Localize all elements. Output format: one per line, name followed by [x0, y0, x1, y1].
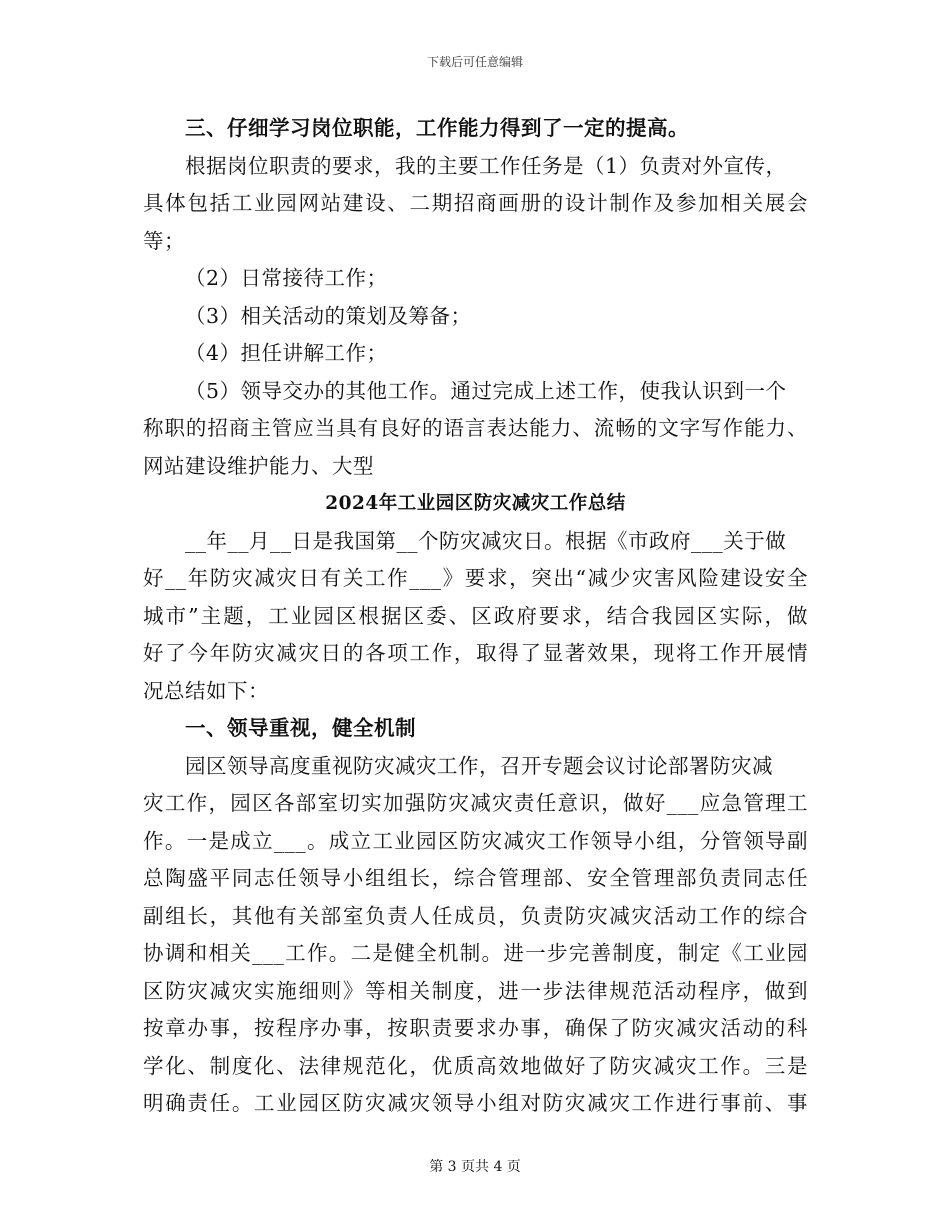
list-item: （5）领导交办的其他工作。通过完成上述工作，使我认识到一个 — [185, 378, 787, 403]
paragraph-line: 况总结如下： — [143, 678, 269, 703]
paragraph-line: 园区领导高度重视防灾减灾工作，召开专题会议讨论部署防灾减 — [185, 753, 773, 778]
paragraph-line: 具体包括工业园网站建设、二期招商画册的设计制作及参加相关展会 — [143, 191, 808, 215]
paragraph-line: 明确责任。工业园区防灾减灾领导小组对防灾减灾工作进行事前、事 — [143, 1091, 808, 1115]
list-item: （3）相关活动的策划及筹备； — [185, 303, 472, 328]
paragraph-line: 根据岗位职责的要求，我的主要工作任务是（1）负责对外宣传， — [185, 153, 787, 178]
header-note: 下载后可任意编辑 — [426, 55, 523, 69]
paragraph-line: 副组长，其他有关部室负责人任成员，负责防灾减灾活动工作的综合 — [143, 903, 808, 928]
paragraph-line: 好__年防灾减灾日有关工作___》要求，突出“减少灾害风险建设安全 — [143, 566, 808, 590]
paragraph-line: 称职的招商主管应当具有良好的语言表达能力、流畅的文字写作能力、 — [143, 416, 808, 440]
paragraph-line: 好了今年防灾减灾日的各项工作，取得了显著效果，现将工作开展情 — [143, 641, 808, 665]
paragraph-line: 城市”主题，工业园区根据区委、区政府要求，结合我园区实际，做 — [143, 603, 808, 628]
list-item: （2）日常接待工作； — [185, 266, 388, 290]
list-item: （4）担任讲解工作； — [185, 341, 388, 365]
document-body — [143, 110, 808, 1123]
document-title: 2024年工业园区防灾减灾工作总结 — [325, 493, 626, 514]
page-footer: 第 3 页共 4 页 — [429, 1159, 521, 1175]
paragraph-line: 学化、制度化、法律规范化，优质高效地做好了防灾减灾工作。三是 — [143, 1053, 808, 1078]
paragraph-line: __年__月__日是我国第__个防灾减灾日。根据《市政府___关于做 — [185, 528, 787, 553]
paragraph-line: 网站建设维护能力、大型 — [143, 453, 374, 478]
paragraph-line: 总陶盛平同志任领导小组组长，综合管理部、安全管理部负责同志任 — [143, 866, 808, 890]
paragraph-line: 等； — [143, 228, 185, 253]
section-heading-3: 三、仔细学习岗位职能，工作能力得到了一定的提高。 — [185, 116, 689, 140]
paragraph-line: 作。一是成立___。成立工业园区防灾减灾工作领导小组，分管领导副 — [143, 828, 808, 853]
section-heading-1: 一、领导重视，健全机制 — [185, 716, 416, 740]
paragraph-line: 协调和相关___工作。二是健全机制。进一步完善制度，制定《工业园 — [143, 941, 808, 965]
paragraph-line: 按章办事，按程序办事，按职责要求办事，确保了防灾减灾活动的科 — [143, 1016, 808, 1040]
paragraph-line: 区防灾减灾实施细则》等相关制度，进一步法律规范活动程序，做到 — [143, 978, 808, 1003]
paragraph-line: 灾工作，园区各部室切实加强防灾减灾责任意识，做好___应急管理工 — [143, 791, 808, 815]
